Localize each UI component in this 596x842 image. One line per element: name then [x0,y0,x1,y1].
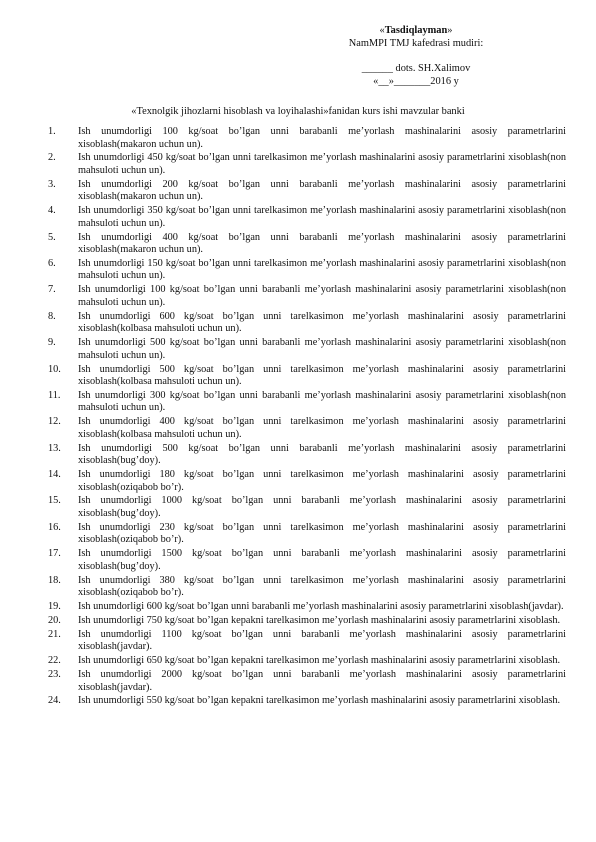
topic-text: Ish unumdorligi 400 kg/soat bo’lgan unni barabanli me’yorlash mashinalarini asosiy parametrlarini xisoblash(makaron uchun un). [78,231,566,256]
topic-number: 19. [48,601,61,613]
topic-text: Ish unumdorligi 650 kg/soat bo’lgan kepakni tarelkasimon me’yorlash mashinalarini asosiy parametrlarini xisoblash. [78,655,561,667]
topic-text: Ish unumdorligi 2000 kg/soat bo’lgan unni barabanli me’yorlash mashinalarini asosiy parametrlarini xisoblash(javdar). [78,669,566,693]
topic-number: 1. [48,126,56,137]
topic-number: 22. [48,655,61,667]
topic-item [48,495,566,520]
topic-number: 24. [48,695,61,707]
approval-block [0,24,596,88]
topic-item [48,443,566,468]
topic-text: Ish unumdorligi 100 kg/soat bo’lgan unni barabanli me’yorlash mashinalarini asosiy parametrlarini xisoblash(makaron uchun un). [78,126,566,150]
topic-number: 6. [48,257,56,269]
topic-number: 9. [48,337,56,349]
topic-number: 7. [48,284,56,296]
topic-text: Ish unumdorligi 150 kg/soat bo’lgan unni tarelkasimon me’yorlash mashinalarini asosiy parametrlarini xisoblash(non mahsuloti uchun un). [78,257,566,282]
topic-text: Ish unumdorligi 300 kg/soat bo’lgan unni barabanli me’yorlash mashinalarini asosiy parametrlarini xisoblash(non mahsuloti uchun un). [78,389,566,414]
topic-item [48,390,566,415]
topic-number: 3. [48,178,56,190]
approval-heading [0,24,596,37]
topic-text: Ish unumdorligi 1500 kg/soat bo’lgan unni barabanli me’yorlash mashinalarini asosiy parametrlarini xisoblash(bug’doy). [78,548,566,572]
topic-item [48,548,566,573]
topic-text: Ish unumdorligi 500 kg/soat bo’lgan unni barabanli me’yorlash mashinalarini asosiy parametrlarini xisoblash(non mahsuloti uchun un). [78,337,566,361]
topic-number: 14. [48,469,61,481]
document-title: «Texnolgik jihozlarni hisoblash va loyihalashi»fanidan kurs ishi mavzular banki [131,106,465,117]
topic-item [48,232,566,257]
topic-number: 15. [48,495,61,507]
topic-number: 16. [48,521,61,533]
topic-text: Ish unumdorligi 1000 kg/soat bo’lgan unni barabanli me’yorlash mashinalarini asosiy parametrlarini xisoblash(bug’doy). [78,495,566,519]
topic-item [48,522,566,547]
topic-text: Ish unumdorligi 1100 kg/soat bo’lgan unni barabanli me’yorlash mashinalarini asosiy parametrlarini xisoblash(javdar). [78,628,566,653]
topic-number: 18. [48,574,61,586]
topic-item [48,311,566,336]
topic-number: 10. [48,363,61,375]
topic-number: 8. [48,310,56,322]
topic-item [48,152,566,177]
signature-line: ______ dots. SH.Xalimov [361,63,471,74]
topic-text: Ish unumdorligi 350 kg/soat bo’lgan unni tarelkasimon me’yorlash mashinalarini asosiy parametrlarini xisoblash(non mahsuloti uchun un). [78,205,566,229]
topic-item [48,615,566,628]
topic-item [48,416,566,441]
topic-item [48,364,566,389]
topic-item [48,601,566,614]
topic-text: Ish unumdorligi 550 kg/soat bo’lgan kepakni tarelkasimon me’yorlash mashinalarini asosiy parametrlarini xisoblash. [78,695,561,707]
topic-number: 4. [48,205,56,217]
topic-text: Ish unumdorligi 500 kg/soat bo’lgan unni tarelkasimon me’yorlash mashinalarini asosiy parametrlarini xisoblash(kolbasa mahsuloti uchun un). [78,363,566,388]
topic-item [48,179,566,204]
topic-item [48,284,566,309]
topic-text: Ish unumdorligi 600 kg/soat bo’lgan unni tarelkasimon me’yorlash mashinalarini asosiy parametrlarini xisoblash(kolbasa mahsuloti uchun un). [78,310,566,335]
approver-position: NamMPI TMJ kafedrasi mudiri: [348,38,484,49]
topic-item [48,655,566,668]
topic-text: Ish unumdorligi 400 kg/soat bo’lgan unni tarelkasimon me’yorlash mashinalarini asosiy parametrlarini xisoblash(kolbasa mahsuloti uchun un). [78,416,566,440]
date-line: «__»_______2016 y [373,76,459,87]
topic-item [48,629,566,654]
topic-item [48,695,566,708]
topic-text: Ish unumdorligi 750 kg/soat bo’lgan kepakni tarelkasimon me’yorlash mashinalarini asosiy parametrlarini xisoblash. [78,614,561,626]
approval-quote-open: « [379,25,385,36]
topic-number: 21. [48,628,61,640]
topic-item [48,126,566,151]
topic-text: Ish unumdorligi 230 kg/soat bo’lgan unni tarelkasimon me’yorlash mashinalarini asosiy parametrlarini xisoblash(oziqabob bo’r). [78,521,566,546]
topic-number: 17. [48,548,61,560]
topic-item [48,669,566,694]
topic-number: 2. [48,152,56,164]
topic-number: 23. [48,669,61,681]
topic-number: 5. [48,231,56,243]
topic-text: Ish unumdorligi 100 kg/soat bo’lgan unni barabanli me’yorlash mashinalarini asosiy parametrlarini xisoblash(non mahsuloti uchun un). [78,284,566,308]
topic-item [48,469,566,494]
topic-item [48,258,566,283]
topic-number: 12. [48,416,61,428]
topic-number: 13. [48,442,61,454]
approval-word: Tasdiqlayman [384,25,448,36]
topic-number: 20. [48,614,61,626]
approval-quote-close: » [447,25,453,36]
topic-item [48,575,566,600]
topic-item [48,337,566,362]
topic-text: Ish unumdorligi 380 kg/soat bo’lgan unni tarelkasimon me’yorlash mashinalarini asosiy parametrlarini xisoblash(oziqabob bo’r). [78,574,566,599]
topic-text: Ish unumdorligi 600 kg/soat bo’lgan unni barabanli me’yorlash mashinalarini asosiy parametrlarini xisoblash(javdar). [78,601,564,613]
topic-item [48,205,566,230]
topic-number: 11. [48,389,61,401]
topic-text: Ish unumdorligi 450 kg/soat bo’lgan unni tarelkasimon me’yorlash mashinalarini asosiy parametrlarini xisoblash(non mahsuloti uchun un). [78,152,566,176]
topics-list [48,126,566,709]
topic-text: Ish unumdorligi 200 kg/soat bo’lgan unni barabanli me’yorlash mashinalarini asosiy parametrlarini xisoblash(makaron uchun un). [78,178,566,203]
topic-text: Ish unumdorligi 500 kg/soat bo’lgan unni barabanli me’yorlash mashinalarini asosiy parametrlarini xisoblash(bug’doy). [78,442,566,467]
topic-text: Ish unumdorligi 180 kg/soat bo’lgan unni tarelkasimon me’yorlash mashinalarini asosiy parametrlarini xisoblash(oziqabob bo’r). [78,469,566,493]
